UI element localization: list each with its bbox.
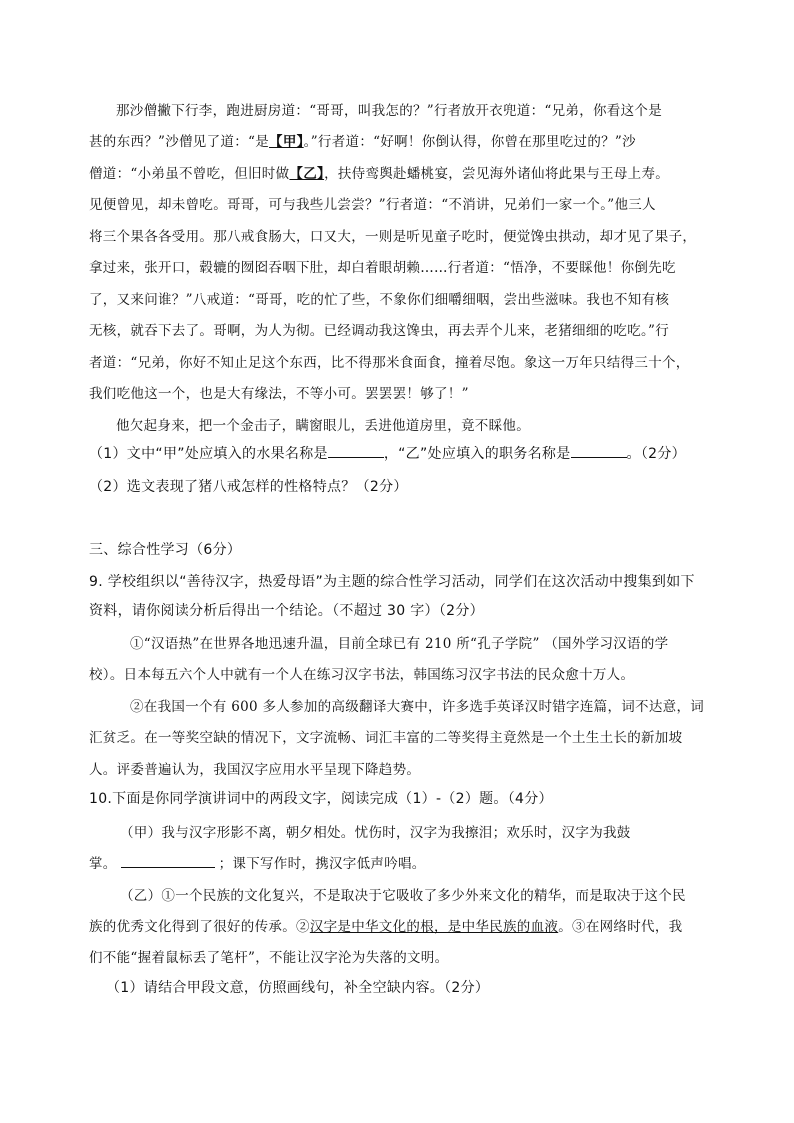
passage-line-2: 甚的东西？”沙僧见了道：“是【甲】。”行者道：“好啊！你倒认得，你曾在那里吃过的？”沙 — [89, 134, 636, 150]
blank-jia: 【甲】 — [269, 134, 304, 150]
q10-sub1: （1）请结合甲段文意，仿照画线句，补全空缺内容。（2分） — [106, 980, 490, 996]
q9-material2-line3: 人。评委普遍认为，我国汉字应用水平呈现下降趋势。 — [89, 762, 421, 778]
q9-line2: 资料，请你阅读分析后得出一个结论。（不超过 30 字）（2分） — [89, 603, 484, 619]
q9-material2-line1: ②在我国一个有 600 多人参加的高级翻译大赛中，许多选手英译汉时错字连篇，词不达意，词 — [130, 699, 705, 715]
passage-line-10: 我们吃他这一个，也是大有缘法，不等小可。罢罢罢！够了！” — [89, 386, 469, 402]
q10-yi-line1: （乙）①一个民族的文化复兴，不是取决于它吸收了多少外来文化的精华，而是取决于这个民 — [120, 888, 686, 904]
answer-blank[interactable] — [121, 853, 215, 868]
passage-line-1: 那沙僧撇下行李，跑进厨房道：“哥哥，叫我怎的？”行者放开衣兜道：“兄弟，你看这个是 — [116, 103, 663, 119]
q8-sub1: （1）文中“甲”处应填入的水果名称是 ，“乙”处应填入的职务名称是 。（2分） — [89, 443, 686, 463]
underlined-sentence: 汉字是中华文化的根，是中华民族的血液 — [309, 919, 559, 935]
section-heading: 三、综合性学习（6分） — [89, 542, 242, 558]
passage-line-8: 无核，就吞下去了。哥啊，为人为彻。已经调动我这馋虫，再去弄个儿来，老猪细细的吃吃。”行 — [89, 323, 670, 339]
passage-line-3: 僧道：“小弟虽不曾吃，但旧时做【乙】，扶侍鸾舆赴蟠桃宴，尝见海外诸仙将此果与王母上寿。 — [89, 166, 670, 182]
q9-material1-line2: 校）。日本每五六个人中就有一个人在练习汉字书法，韩国练习汉字书法的民众愈十万人。 — [89, 667, 635, 683]
q9-material2-line2: 汇贫乏。在一等奖空缺的情况下，文字流畅、词汇丰富的二等奖得主竟然是一个土生土长的新加坡 — [89, 730, 683, 746]
q9-material1-line1: ①“汉语热”在世界各地迅速升温，目前全球已有 210 所“孔子学院” （国外学习汉语的学 — [130, 636, 669, 652]
q9-line1: 9. 学校组织以“善待汉字，热爱母语”为主题的综合性学习活动，同学们在这次活动中搜集到如下 — [89, 574, 695, 590]
answer-blank[interactable] — [328, 443, 384, 458]
q8-sub2: （2）选文表现了猪八戒怎样的性格特点？（2分） — [89, 479, 408, 495]
q10-yi-line3: 们不能“握着鼠标丢了笔杆”，不能让汉字沦为失落的文明。 — [89, 950, 449, 966]
q10-line1: 10.下面是你同学演讲词中的两段文字，阅读完成（1）-（2）题。（4分） — [89, 791, 553, 807]
passage-line-4: 见便曾见，却未曾吃。哥哥，可与我些儿尝尝？”行者道：“不消讲，兄弟们一家一个。”他三人 — [89, 197, 656, 213]
passage-line-6: 拿过来，张开口，毂辘的囫囵吞咽下肚，却白着眼胡赖……行者道：“悟净，不要睬他！你倒先吃 — [89, 260, 676, 276]
passage-line-5: 将三个果各各受用。那八戒食肠大，口又大，一则是听见童子吃时，便觉馋虫拱动，却才见了果子， — [89, 229, 697, 245]
blank-yi: 【乙】 — [289, 166, 325, 182]
answer-blank[interactable] — [571, 443, 627, 458]
q10-yi-line2: 族的优秀文化得到了很好的传承。②汉字是中华文化的根，是中华民族的血液。③在网络时代，我 — [89, 919, 683, 935]
passage-line-7: 了，又来问谁？”八戒道：“哥哥，吃的忙了些，不象你们细嚼细咽，尝出些滋味。我也不知有核 — [89, 292, 670, 308]
q10-jia-line1: （甲）我与汉字形影不离，朝夕相处。忧伤时，汉字为我擦泪；欢乐时，汉字为我鼓 — [120, 825, 631, 841]
q10-jia-line2: 掌。 ；课下写作时，携汉字低声吟唱。 — [89, 852, 426, 872]
passage-last-line: 他欠起身来，把一个金击子，瞒窗眼儿，丢进他道房里，竟不睬他。 — [116, 418, 530, 434]
passage-line-9: 者道：“兄弟，你好不知止足这个东西，比不得那米食面食，撞着尽饱。象这一万年只结得三十个， — [89, 355, 690, 371]
